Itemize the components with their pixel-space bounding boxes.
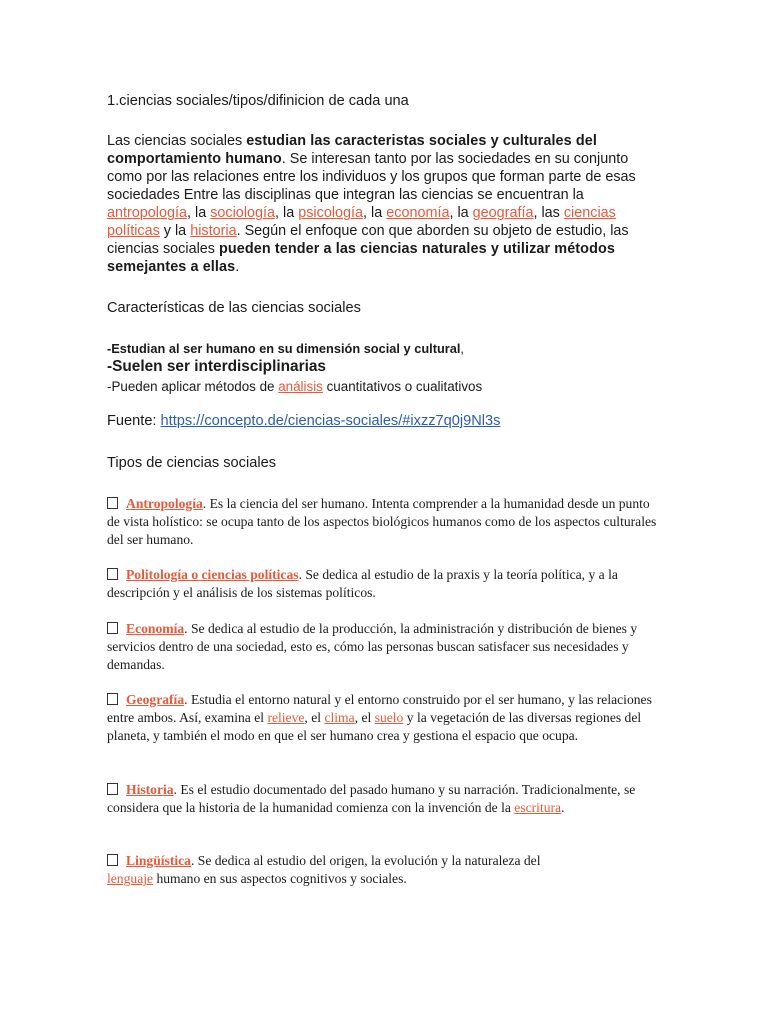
- characteristic-1-tail: ,: [460, 341, 464, 356]
- link-ciencias-politicas[interactable]: ciencias políticas: [107, 205, 616, 239]
- characteristics-title: Características de las ciencias sociales: [107, 300, 361, 316]
- intro-paragraph: [107, 132, 667, 276]
- type-description: . Es la ciencia del ser humano. Intenta comprender a la humanidad desde un punto de vista holístico: se ocupa tanto de los aspectos biológicos humanos como de los aspectos culturales del ser humano.: [107, 496, 657, 547]
- intro-text: , la: [275, 205, 299, 221]
- type-item-historia: [107, 781, 662, 817]
- intro-text: y la: [159, 223, 191, 239]
- intro-text: , la: [187, 205, 211, 221]
- link-analisis[interactable]: análisis: [278, 379, 323, 394]
- source-line: [107, 412, 667, 431]
- checkbox-icon: [107, 497, 118, 509]
- checkbox-icon: [107, 568, 118, 580]
- type-description: . Se dedica al estudio del origen, la evolución y la naturaleza del: [190, 853, 541, 868]
- document-heading: 1.ciencias sociales/tipos/difinicion de cada una: [107, 93, 409, 109]
- type-description: . Se dedica al estudio de la praxis y la teoría política, y a la descripción y el análisis de los sistemas políticos.: [107, 567, 618, 600]
- term-economia-link[interactable]: Economía: [126, 621, 185, 636]
- checkbox-icon: [107, 854, 118, 866]
- type-description: humano en sus aspectos cognitivos y sociales.: [153, 871, 407, 886]
- source-label: Fuente:: [107, 413, 161, 429]
- characteristic-1-text: -Estudian al ser humano en su dimensión social y cultural: [107, 341, 461, 356]
- checkbox-icon: [107, 693, 118, 705]
- types-title: Tipos de ciencias sociales: [107, 455, 276, 471]
- link-escritura[interactable]: escritura: [514, 800, 562, 815]
- characteristic-2: -Suelen ser interdisciplinarias: [107, 358, 326, 375]
- type-description: .: [561, 800, 565, 815]
- intro-text: , las: [533, 205, 564, 221]
- checkbox-icon: [107, 622, 118, 634]
- term-antropologia-link[interactable]: Antropología: [126, 496, 203, 511]
- type-description: . Estudia el entorno natural y el entorno construido por el ser humano, y las relaciones entre ambos. Así, examina el: [107, 692, 652, 725]
- intro-text: Las ciencias sociales: [107, 133, 247, 149]
- intro-text: . Según el enfoque con que aborden su objeto de estudio, las ciencias sociales: [107, 223, 629, 257]
- characteristic-3-text: -Pueden aplicar métodos de: [107, 379, 279, 394]
- link-relieve[interactable]: relieve: [267, 710, 305, 725]
- type-description: y la vegetación de las diversas regiones del planeta, y también el modo en que el ser humano crea y gestiona el espacio que ocupa.: [107, 710, 642, 743]
- type-item-geografia: [107, 691, 662, 745]
- type-description: . Es el estudio documentado del pasado humano y su narración. Tradicionalmente, se considera que la historia de la humanidad comienza con la invención de la: [107, 782, 636, 815]
- intro-text: , la: [449, 205, 473, 221]
- source-url-link[interactable]: https://concepto.de/ciencias-sociales/#ixzz7q0j9Nl3s: [160, 413, 501, 429]
- link-suelo[interactable]: suelo: [374, 710, 404, 725]
- link-psicologia[interactable]: psicología: [298, 205, 364, 221]
- link-economia[interactable]: economía: [386, 205, 450, 221]
- type-description: , el: [354, 710, 375, 725]
- intro-text: , la: [363, 205, 387, 221]
- type-item-antropologia: [107, 495, 662, 549]
- term-politologia-link[interactable]: Politología o ciencias políticas: [126, 567, 299, 582]
- type-item-linguistica: [107, 852, 557, 888]
- link-sociologia[interactable]: sociología: [210, 205, 276, 221]
- characteristic-3-text: cuantitativos o cualitativos: [322, 379, 483, 394]
- term-historia-link[interactable]: Historia: [126, 782, 174, 797]
- intro-text: .: [235, 259, 240, 275]
- intro-text: . Se interesan tanto por las sociedades en su conjunto como por las relaciones entre los individuos y los grupos que forman parte de esas sociedades Entre las disciplinas que integran las ciencias se encuentran la: [107, 151, 636, 203]
- link-historia[interactable]: historia: [190, 223, 237, 239]
- link-geografia[interactable]: geografía: [472, 205, 534, 221]
- intro-bold-text: estudian las caracteristas sociales y culturales del comportamiento humano: [107, 133, 597, 167]
- link-antropologia[interactable]: antropología: [107, 205, 188, 221]
- intro-bold-text: pueden tender a las ciencias naturales y utilizar métodos semejantes a ellas: [107, 241, 615, 275]
- type-description: , el: [304, 710, 325, 725]
- type-description: . Se dedica al estudio de la producción, la administración y distribución de bienes y servicios dentro de una sociedad, esto es, cómo las personas buscan satisfacer sus necesidades y demandas.: [107, 621, 638, 672]
- link-lenguaje[interactable]: lenguaje: [107, 871, 154, 886]
- characteristic-1: [107, 341, 667, 357]
- link-clima[interactable]: clima: [324, 710, 355, 725]
- type-item-economia: [107, 620, 662, 674]
- term-linguistica-link[interactable]: Lingüística: [126, 853, 191, 868]
- type-item-politologia: [107, 566, 662, 602]
- term-geografia-link[interactable]: Geografía: [126, 692, 185, 707]
- characteristic-3: [107, 378, 667, 395]
- checkbox-icon: [107, 783, 118, 795]
